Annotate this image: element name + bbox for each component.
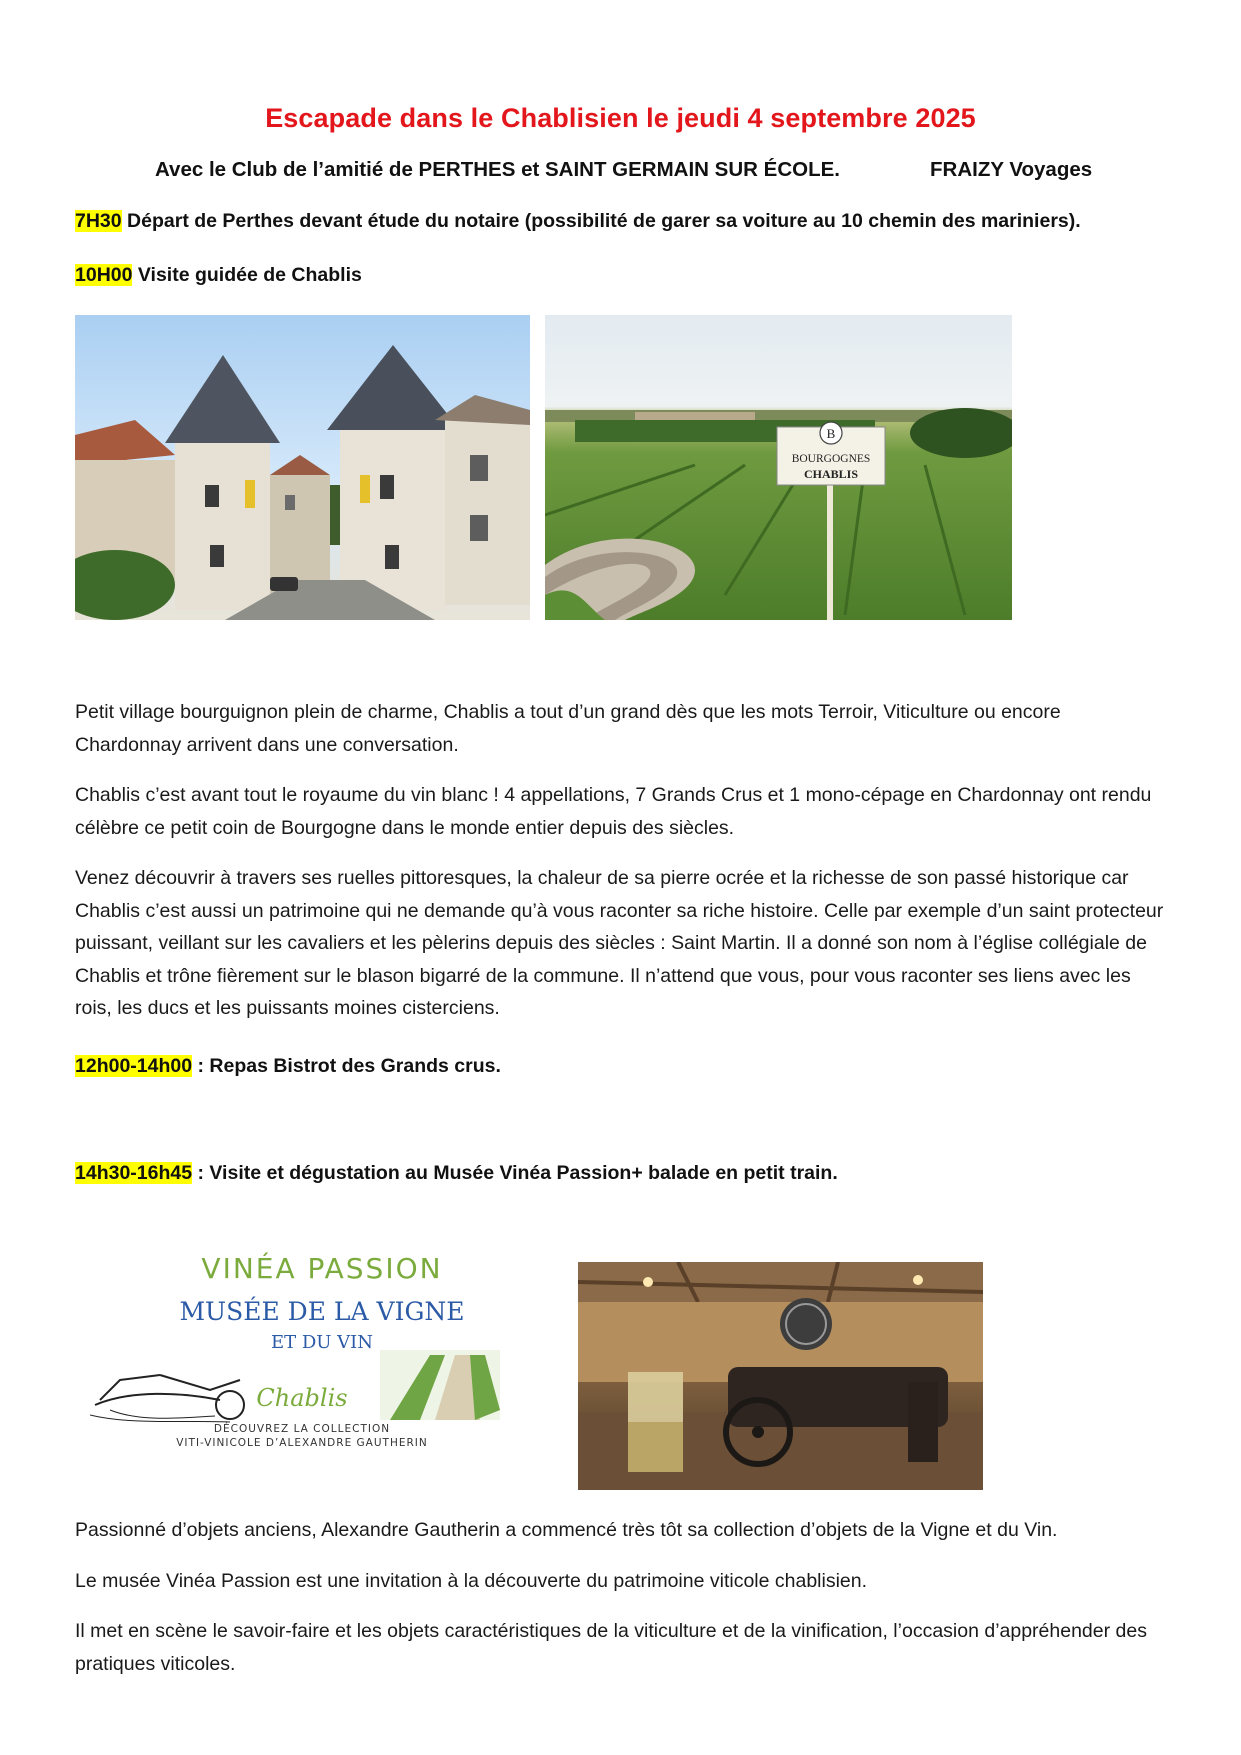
museum-interior-photo xyxy=(578,1262,983,1490)
paragraph: Il met en scène le savoir-faire et les objets caractéristiques de la viticulture et de la vinification, l’occasion d’appréhender des pratiques viticoles. xyxy=(75,1620,1147,1675)
museum-description xyxy=(75,1514,1170,1698)
schedule-time: 12h00-14h00 xyxy=(75,1055,193,1077)
schedule-text: : Repas Bistrot des Grands crus. xyxy=(192,1055,501,1077)
schedule-time: 7H30 xyxy=(75,210,122,232)
schedule-time: 14h30-16h45 xyxy=(75,1162,193,1184)
logo-line1: VINÉA PASSION xyxy=(201,1252,443,1285)
logo-tag1: DÉCOUVREZ LA COLLECTION xyxy=(213,1423,391,1435)
schedule-text: Départ de Perthes devant étude du notaire (possibilité de garer sa voiture au 10 chemin des mariniers). xyxy=(121,210,1081,232)
vine-rows-icon xyxy=(380,1350,500,1420)
chablis-description xyxy=(75,696,1170,1043)
sign-line1: BOURGOGNES xyxy=(791,453,871,465)
schedule-item xyxy=(75,264,362,287)
paragraph: Petit village bourguignon plein de charme, Chablis a tout d’un grand dès que les mots Terroir, Viticulture ou encore Chardonnay arrivent dans une conversation. xyxy=(75,701,1061,756)
plough-icon xyxy=(90,1375,244,1422)
svg-text:B: B xyxy=(826,426,836,441)
sign-line2: CHABLIS xyxy=(803,467,859,481)
vinea-passion-logo xyxy=(90,1240,535,1465)
logo-line3: ET DU VIN xyxy=(270,1332,374,1353)
paragraph: Chablis c’est avant tout le royaume du vin blanc ! 4 appellations, 7 Grands Crus et 1 mono-cépage en Chardonnay ont rendu célèbre ce petit coin de Bourgogne dans le monde entier depuis des siècles. xyxy=(75,784,1152,839)
schedule-item xyxy=(75,1055,501,1078)
paragraph: Le musée Vinéa Passion est une invitation à la découverte du patrimoine viticole chablisien. xyxy=(75,1569,868,1592)
club-line: Avec le Club de l’amitié de PERTHES et SAINT GERMAIN SUR ÉCOLE. xyxy=(155,158,840,181)
chablis-vineyard-photo xyxy=(545,315,1012,620)
paragraph: Venez découvrir à travers ses ruelles pittoresques, la chaleur de sa pierre ocrée et la richesse de son passé historique car Chablis c’est aussi un patrimoine qui ne demande qu’à vous raconter sa riche histoire. Celle par exemple d’un saint protecteur puissant, veillant sur les cavaliers et les pèlerins depuis des siècles : Saint Martin. Il a donné son nom à l’église collégiale de Chablis et trône fièrement sur le blason bigarré de la commune. Il n’attend que vous, pour vous raconter ses liens avec les rois, les ducs et les puissants moines cisterciens. xyxy=(75,867,1164,1019)
organizer-name: FRAIZY Voyages xyxy=(930,158,1093,181)
schedule-text: Visite guidée de Chablis xyxy=(132,264,362,286)
village-illustration xyxy=(75,315,530,620)
logo-place: Chablis xyxy=(256,1384,348,1412)
chablis-village-photo xyxy=(75,315,530,620)
logo-line2: MUSÉE DE LA VIGNE xyxy=(179,1297,465,1326)
vineyard-illustration xyxy=(545,315,1012,620)
page-subtitle xyxy=(155,158,1115,182)
logo-tag2: VITI-VINICOLE D’ALEXANDRE GAUTHERIN xyxy=(176,1437,428,1449)
paragraph: Passionné d’objets anciens, Alexandre Gautherin a commencé très tôt sa collection d’objets de la Vigne et du Vin. xyxy=(75,1519,1058,1541)
page-title: Escapade dans le Chablisien le jeudi 4 septembre 2025 xyxy=(265,103,976,133)
schedule-time: 10H00 xyxy=(75,264,133,286)
schedule-text: : Visite et dégustation au Musée Vinéa Passion+ balade en petit train. xyxy=(192,1162,838,1184)
schedule-item xyxy=(75,210,1081,233)
schedule-item xyxy=(75,1162,838,1185)
